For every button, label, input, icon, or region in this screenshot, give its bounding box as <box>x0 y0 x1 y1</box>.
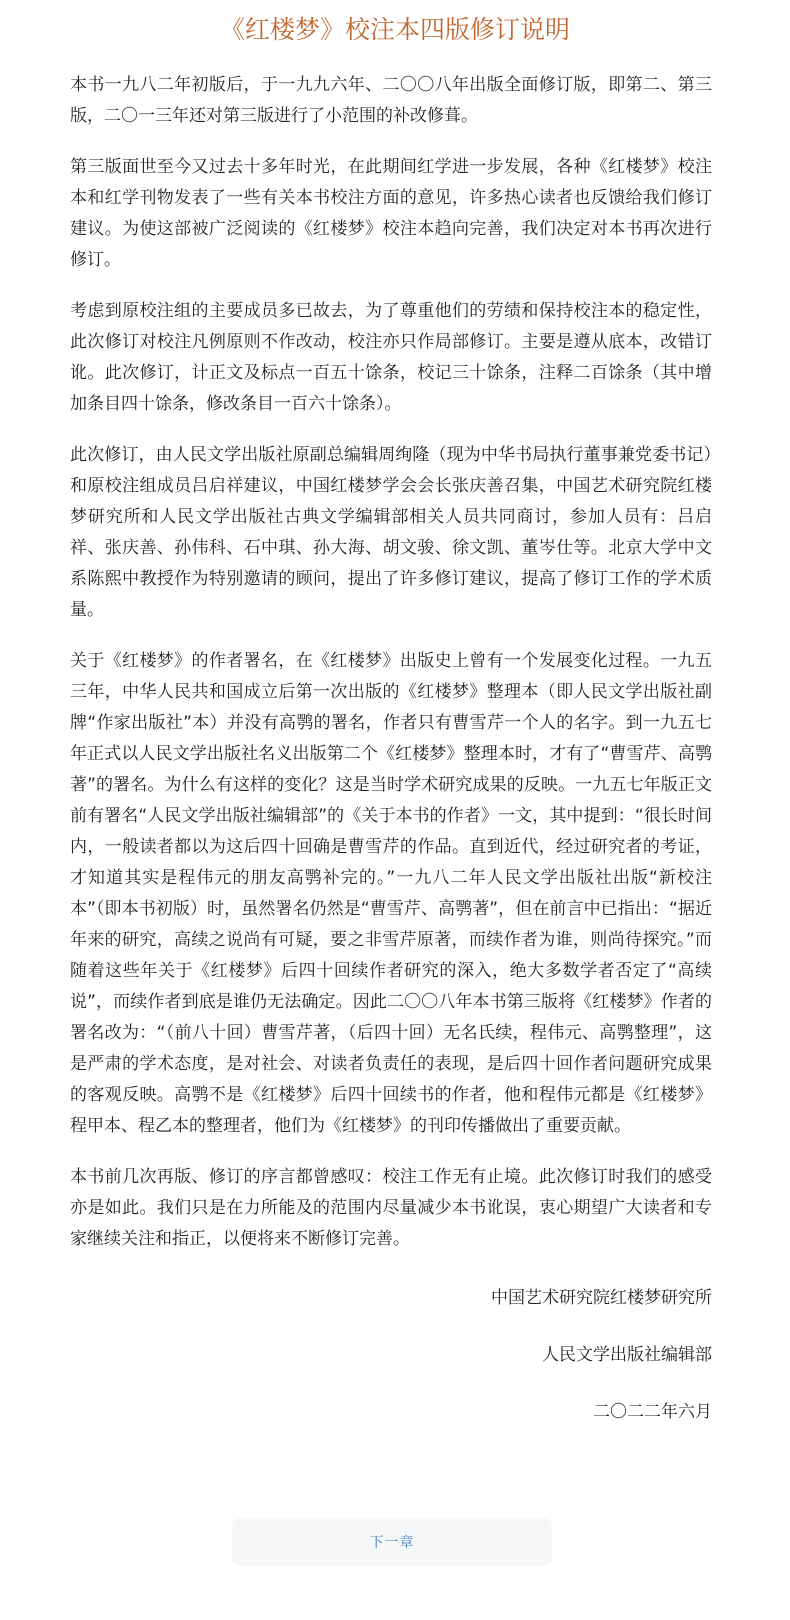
signature-editorial-dept: 人民文学出版社编辑部 <box>542 1345 712 1365</box>
paragraph-1: 本书一九八二年初版后，于一九九六年、二〇〇八年出版全面修订版，即第二、第三版，二〇一三年还对第三版进行了小范围的补改修葺。 <box>70 75 712 126</box>
page-title: 《红楼梦》校注本四版修订说明 <box>219 15 570 44</box>
paragraph-6: 本书前几次再版、修订的序言都曾感叹：校注工作无有止境。此次修订时我们的感受亦是如此。我们只是在力所能及的范围内尽量减少本书讹误，衷心期望广大读者和专家继续关注和指正，以便将来不断修订完善。 <box>70 1167 712 1249</box>
paragraph-5: 关于《红楼梦》的作者署名，在《红楼梦》出版史上曾有一个发展变化过程。一九五三年，中华人民共和国成立后第一次出版的《红楼梦》整理本（即人民文学出版社副牌“作家出版社”本）并没有高鹗的署名，作者只有曹雪芹一个人的名字。到一九五七年正式以人民文学出版社名义出版第二个《红楼梦》整理本时，才有了“曹雪芹、高鹗著”的署名。为什么有这样的变化？这是当时学术研究成果的反映。一九五七年版正文前有署名“人民文学出版社编辑部”的《关于本书的作者》一文，其中提到：“很长时间内，一般读者都以为这后四十回确是曹雪芹的作品。直到近代，经过研究者的考证，才知道其实是程伟元的朋友高鹗补完的。”一九八二年人民文学出版社出版“新校注本”（即本书初版）时，虽然署名仍然是“曹雪芹、高鹗著”，但在前言中已指出：“据近年来的研究，高续之说尚有可疑，要之非雪芹原著，而续作者为谁，则尚待探究。”而随着这些年关于《红楼梦》后四十回续作者研究的深入，绝大多数学者否定了“高续说”，而续作者到底是谁仍无法确定。因此二〇〇八年本书第三版将《红楼梦》作者的署名改为：“（前八十回）曹雪芹著，（后四十回）无名氏续，程伟元、高鹗整理”，这是严肃的学术态度，是对社会、对读者负责任的表现，是后四十回作者问题研究成果的客观反映。高鹗不是《红楼梦》后四十回续书的作者，他和程伟元都是《红楼梦》程甲本、程乙本的整理者，他们为《红楼梦》的刊印传播做出了重要贡献。 <box>70 651 712 1136</box>
article-body <box>70 70 712 1454</box>
paragraph-3: 考虑到原校注组的主要成员多已故去，为了尊重他们的劳绩和保持校注本的稳定性，此次修订对校注凡例原则不作改动，校注亦只作局部修订。主要是遵从底本，改错订讹。此次修订，计正文及标点一百五十馀条，校记三十馀条，注释二百馀条（其中增加条目四十馀条，修改条目一百六十馀条）。 <box>70 301 712 414</box>
next-chapter-button[interactable] <box>232 1518 552 1566</box>
paragraph-4: 此次修订，由人民文学出版社原副总编辑周绚隆（现为中华书局执行董事兼党委书记）和原校注组成员吕启祥建议，中国红楼梦学会会长张庆善召集，中国艺术研究院红楼梦研究所和人民文学出版社古典文学编辑部相关人员共同商讨，参加人员有：吕启祥、张庆善、孙伟科、石中琪、孙大海、胡文骏、徐文凯、董岑仕等。北京大学中文系陈熙中教授作为特别邀请的顾问，提出了许多修订建议，提高了修订工作的学术质量。 <box>70 445 712 620</box>
signature-date: 二〇二二年六月 <box>593 1402 712 1422</box>
next-chapter-label: 下一章 <box>369 1535 415 1551</box>
signature-institute: 中国艺术研究院红楼梦研究所 <box>491 1288 712 1308</box>
paragraph-2: 第三版面世至今又过去十多年时光，在此期间红学进一步发展，各种《红楼梦》校注本和红学刊物发表了一些有关本书校注方面的意见，许多热心读者也反馈给我们修订建议。为使这部被广泛阅读的《红楼梦》校注本趋向完善，我们决定对本书再次进行修订。 <box>70 157 712 270</box>
